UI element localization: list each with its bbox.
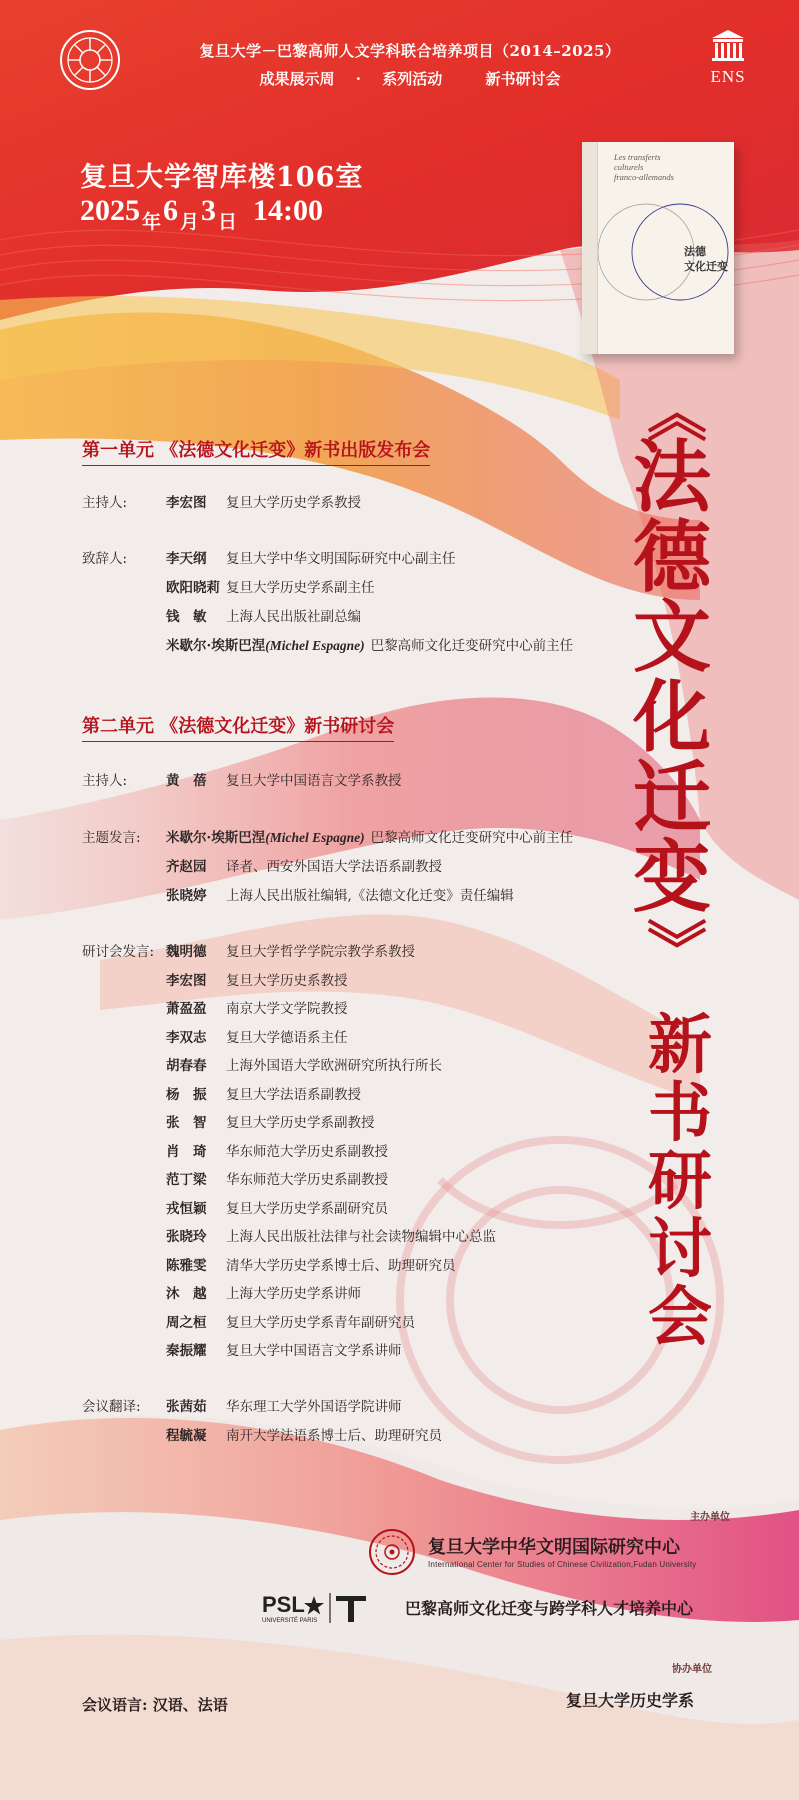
person-name: 黄 蓓	[166, 773, 207, 789]
year-unit: 年	[142, 211, 162, 233]
host-org-name-en: International Center for Studies of Chinese Civilization,Fudan University	[428, 1560, 697, 1569]
title-char: 德	[632, 512, 711, 603]
person-affiliation: 复旦大学历史学系副主任	[226, 580, 375, 596]
person-affiliation: 复旦大学法语系副教授	[226, 1086, 361, 1103]
person-name: 肖 琦	[166, 1143, 207, 1160]
person-name: 欧阳晓莉	[166, 580, 220, 596]
sub-item: 系列活动	[382, 70, 443, 88]
person-name: 李双志	[166, 1029, 207, 1046]
unit1-host-row	[82, 494, 361, 512]
panelist-row	[82, 1086, 361, 1104]
panelist-row	[82, 1200, 388, 1218]
person-name: 李宏图	[166, 972, 207, 989]
translator-row	[82, 1427, 442, 1445]
panelist-row	[82, 1314, 415, 1332]
speaker-row	[82, 550, 456, 568]
panelist-row	[82, 972, 348, 990]
speaker-row	[82, 579, 375, 597]
sub-item: 成果展示周	[259, 70, 335, 88]
panelist-row	[82, 1143, 388, 1161]
unit2-host-row	[82, 772, 402, 790]
host-label: 主持人:	[82, 495, 128, 511]
book-chinese-title: 法德 文化迁变	[684, 245, 728, 273]
title-char: 迁	[632, 752, 711, 843]
person-affiliation: 复旦大学中国语言文学系讲师	[226, 1343, 402, 1359]
panelist-row	[82, 1000, 348, 1018]
psl-logo	[262, 1590, 372, 1626]
ens-logo-text: ENS	[710, 67, 746, 86]
person-affiliation: 复旦大学中华文明国际研究中心副主任	[226, 551, 456, 567]
panelist-row	[82, 1257, 456, 1275]
keynote-label: 主题发言:	[82, 830, 141, 846]
host-org-name: 复旦大学中华文明国际研究中心	[428, 1537, 680, 1558]
psl-logo-subtext: UNIVERSITÉ PARIS	[262, 1618, 318, 1624]
panelist-row	[82, 1171, 388, 1189]
person-name: 程毓凝	[166, 1428, 207, 1444]
co-org-label: 协办单位	[672, 1664, 712, 1675]
building-icon	[708, 28, 748, 62]
person-affiliation: 巴黎高师文化迁变研究中心前主任	[370, 638, 574, 654]
person-name: 沐 越	[166, 1286, 207, 1302]
host-label: 主持人:	[82, 773, 128, 789]
person-name: 萧盈盈	[166, 1001, 207, 1017]
person-name: 范丁梁	[166, 1172, 207, 1188]
person-name: 李天纲	[166, 551, 207, 567]
person-affiliation: 南京大学文学院教授	[226, 1001, 348, 1017]
panelist-row	[82, 1285, 361, 1303]
unit1-heading: 第一单元 《法德文化迁变》新书出版发布会	[82, 436, 430, 466]
person-name: 周之桓	[166, 1314, 207, 1331]
person-name: 张晓婷	[166, 888, 207, 904]
meeting-language: 会议语言: 汉语、法语	[82, 1696, 228, 1714]
person-affiliation: 上海人民出版社副总编	[226, 609, 361, 625]
event-day: 3	[201, 194, 217, 227]
panelist-row	[82, 1029, 348, 1047]
translator-row	[82, 1398, 402, 1416]
person-affiliation: 华东师范大学历史系副教授	[226, 1172, 388, 1188]
person-name-fr: (Michel Espagne)	[265, 638, 365, 653]
person-affiliation: 上海人民出版社法律与社会读物编辑中心总监	[226, 1229, 496, 1245]
main-title-vertical	[612, 382, 732, 978]
panelist-row	[82, 1228, 496, 1246]
title-char: 变	[632, 832, 711, 923]
person-name-fr: (Michel Espagne)	[265, 830, 365, 845]
book-cover	[582, 142, 734, 354]
sub-item: 新书研讨会	[485, 70, 561, 88]
event-venue: 复旦大学智库楼106室	[80, 162, 364, 193]
translator-label: 会议翻译:	[82, 1399, 141, 1415]
person-name: 齐赵园	[166, 859, 207, 875]
person-affiliation: 复旦大学哲学学院宗教学系教授	[226, 944, 415, 960]
month-unit: 月	[180, 211, 200, 233]
speech-label: 致辞人:	[82, 551, 128, 567]
person-affiliation: 复旦大学历史系教授	[226, 972, 348, 989]
subtitle-char: 新	[648, 1008, 712, 1083]
panelist-row	[82, 1114, 375, 1132]
person-affiliation: 南开大学法语系博士后、助理研究员	[226, 1428, 442, 1444]
host-org-name-2: 巴黎高师文化迁变与跨学科人才培养中心	[405, 1599, 694, 1618]
person-affiliation: 巴黎高师文化迁变研究中心前主任	[370, 830, 574, 846]
subtitle-vertical	[640, 1008, 720, 1355]
sub-separator: ·	[355, 70, 361, 88]
person-name: 魏明德	[166, 944, 207, 960]
person-affiliation: 上海大学历史学系讲师	[226, 1286, 361, 1302]
panel-label: 研讨会发言:	[82, 944, 155, 960]
person-name: 张茜茹	[166, 1399, 207, 1415]
host-org-label: 主办单位	[690, 1512, 730, 1523]
speaker-row	[82, 608, 361, 626]
title-char: 文	[632, 592, 711, 683]
person-affiliation: 复旦大学历史学系青年副研究员	[226, 1314, 415, 1331]
co-org-name: 复旦大学历史学系	[566, 1691, 695, 1710]
person-name-cn: 米歇尔·埃斯巴涅	[166, 830, 266, 846]
person-affiliation: 上海人民出版社编辑,《法德文化迁变》责任编辑	[226, 888, 514, 904]
event-time: 14:00	[253, 194, 324, 227]
person-affiliation: 译者、西安外国语大学法语系副教授	[226, 859, 442, 875]
subtitle-char: 会	[648, 1280, 712, 1355]
person-name: 张晓玲	[166, 1229, 207, 1245]
person-affiliation: 上海外国语大学欧洲研究所执行所长	[226, 1058, 442, 1074]
project-title: 复旦大学－巴黎高师人文学科联合培养项目（2014–2025）	[199, 42, 621, 60]
event-datetime	[80, 194, 324, 233]
book-spine	[582, 142, 598, 354]
person-affiliation: 华东师范大学历史系副教授	[226, 1143, 388, 1160]
panelist-row	[82, 943, 415, 961]
book-french-title: Les transferts culturels franco-allemands	[614, 152, 674, 182]
person-name	[166, 637, 365, 655]
fudan-emblem-icon	[58, 28, 122, 92]
subtitle-char: 研	[648, 1144, 712, 1219]
person-name	[166, 829, 365, 847]
day-unit: 日	[218, 211, 238, 233]
psl-logo-text: PSL	[262, 1592, 305, 1617]
person-name: 张 智	[166, 1115, 207, 1131]
person-name-cn: 米歇尔·埃斯巴涅	[166, 638, 266, 654]
person-affiliation: 复旦大学德语系主任	[226, 1029, 348, 1046]
person-name: 钱 敏	[166, 609, 207, 625]
title-open-quote: 《	[637, 382, 707, 442]
person-affiliation: 复旦大学历史学系副研究员	[226, 1200, 388, 1217]
person-name: 陈雅雯	[166, 1257, 207, 1274]
speaker-row	[82, 637, 573, 655]
title-close-quote: 》	[637, 918, 707, 978]
person-affiliation: 复旦大学历史学系副教授	[226, 1115, 375, 1131]
person-name: 胡春春	[166, 1058, 207, 1074]
panelist-row	[82, 1342, 402, 1360]
event-year: 2025	[80, 194, 140, 227]
panelist-row	[82, 1057, 442, 1075]
title-char: 化	[632, 672, 711, 763]
person-affiliation: 复旦大学中国语言文学系教授	[226, 773, 402, 789]
person-affiliation: 清华大学历史学系博士后、助理研究员	[226, 1257, 456, 1274]
person-affiliation: 华东理工大学外国语学院讲师	[226, 1399, 402, 1415]
person-name: 秦振耀	[166, 1343, 207, 1359]
project-subtitle	[140, 68, 680, 89]
person-name: 杨 振	[166, 1086, 207, 1103]
subtitle-char: 讨	[648, 1212, 712, 1287]
keynote-row	[82, 829, 573, 847]
unit2-heading: 第二单元 《法德文化迁变》新书研讨会	[82, 712, 394, 742]
civilization-center-logo-icon	[368, 1528, 416, 1576]
keynote-row	[82, 858, 442, 876]
person-name: 李宏图	[166, 495, 207, 511]
event-month: 6	[163, 194, 179, 227]
subtitle-char: 书	[648, 1076, 712, 1151]
title-char: 法	[632, 432, 711, 523]
ens-logo	[700, 28, 756, 86]
person-name: 戎恒颖	[166, 1200, 207, 1217]
keynote-row	[82, 887, 514, 905]
person-affiliation: 复旦大学历史学系教授	[226, 495, 361, 511]
